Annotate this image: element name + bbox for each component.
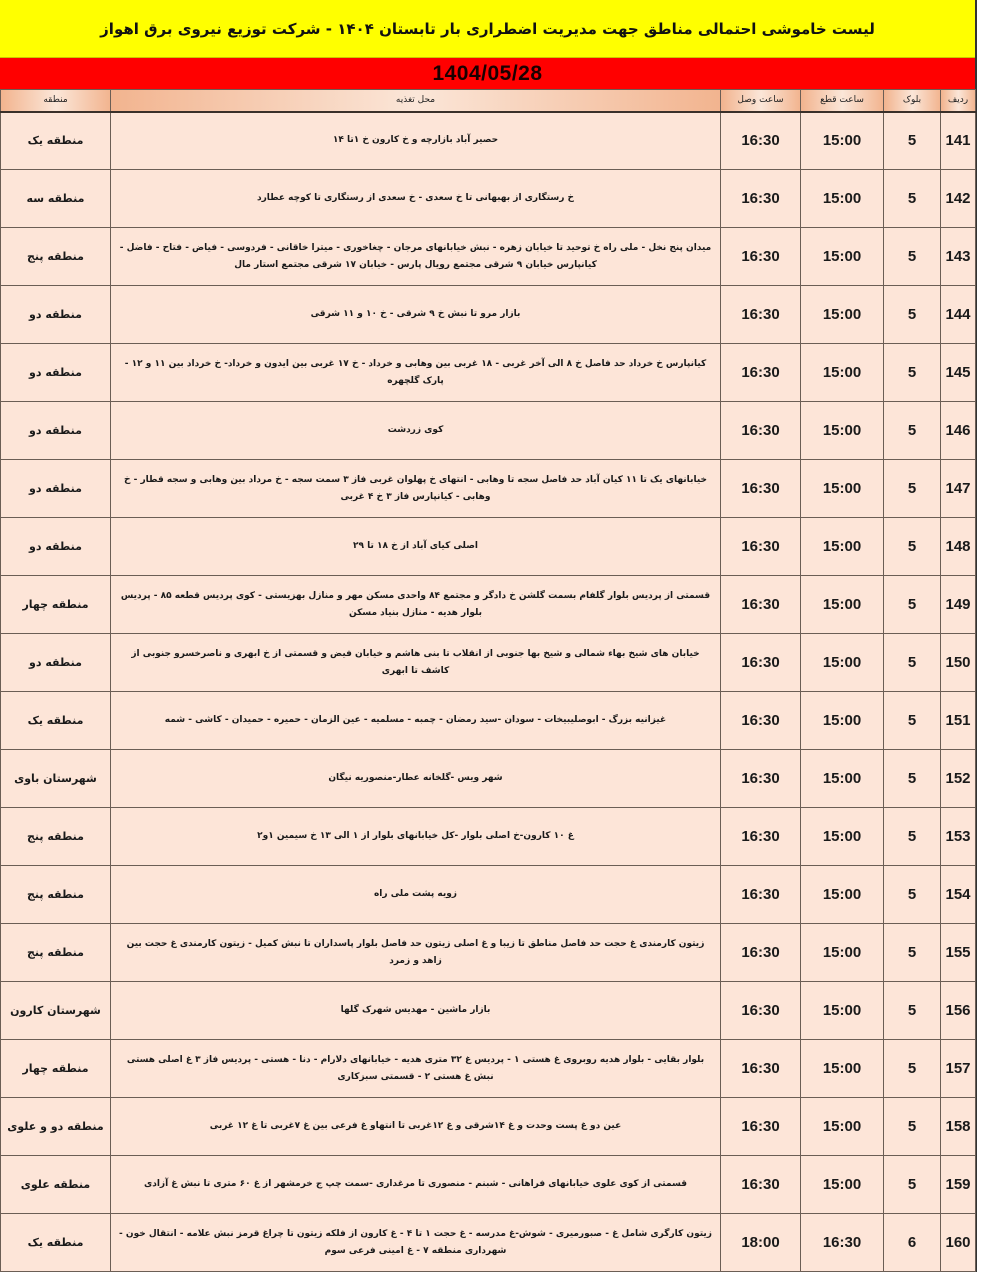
- region-cell: شهرستان باوی: [1, 750, 111, 808]
- cut-time-cell: 15:00: [801, 170, 884, 228]
- feeder-location-cell: بازار مرو تا نبش خ ۹ شرقی - خ ۱۰ و ۱۱ شرقی: [111, 286, 721, 344]
- feeder-location-cell: کوی زردشت: [111, 402, 721, 460]
- row-number-cell: 160: [941, 1214, 976, 1272]
- connect-time-cell: 16:30: [721, 808, 801, 866]
- region-cell: منطقه سه: [1, 170, 111, 228]
- row-number-cell: 154: [941, 866, 976, 924]
- block-cell: 5: [884, 692, 941, 750]
- connect-time-cell: 16:30: [721, 1040, 801, 1098]
- block-cell: 6: [884, 1214, 941, 1272]
- region-cell: منطقه دو: [1, 634, 111, 692]
- row-number-cell: 144: [941, 286, 976, 344]
- table-header-row: [1, 90, 976, 112]
- cut-time-cell: 15:00: [801, 344, 884, 402]
- cut-time-cell: 15:00: [801, 286, 884, 344]
- row-number-cell: 158: [941, 1098, 976, 1156]
- table-row: [1, 866, 976, 924]
- block-cell: 5: [884, 1156, 941, 1214]
- row-number-cell: 153: [941, 808, 976, 866]
- region-cell: منطقه دو: [1, 344, 111, 402]
- table-row: [1, 112, 976, 170]
- feeder-location-cell: بلوار بقایی - بلوار هدیه روبروی غ هستی ۱ - پردیس غ ۳۲ متری هدیه - خیابانهای دلارام - دنا - هستی - پردیس فاز ۳ غ اصلی هستی نبش غ هستی ۲ - قسمتی سبزکاری: [111, 1040, 721, 1098]
- table-row: [1, 982, 976, 1040]
- row-number-cell: 145: [941, 344, 976, 402]
- connect-time-cell: 16:30: [721, 112, 801, 170]
- connect-time-cell: 16:30: [721, 576, 801, 634]
- table-row: [1, 344, 976, 402]
- region-cell: منطقه پنج: [1, 924, 111, 982]
- region-cell: منطقه پنج: [1, 808, 111, 866]
- cut-time-cell: 15:00: [801, 576, 884, 634]
- column-header-feeder-location: محل تغذیه: [111, 90, 721, 112]
- table-row: [1, 170, 976, 228]
- feeder-location-cell: خیابانهای یک تا ۱۱ کیان آباد حد فاصل سجه تا وهابی - انتهای خ پهلوان غربی فاز ۳ سمت سجه - خ مرداد بین وهابی و سجه قطار - خ وهابی - کیانپارس فاز ۳ خ ۴ غربی: [111, 460, 721, 518]
- connect-time-cell: 16:30: [721, 982, 801, 1040]
- region-cell: منطقه دو: [1, 286, 111, 344]
- table-row: [1, 1098, 976, 1156]
- region-cell: منطقه یک: [1, 692, 111, 750]
- connect-time-cell: 18:00: [721, 1214, 801, 1272]
- row-number-cell: 157: [941, 1040, 976, 1098]
- region-cell: منطقه دو: [1, 402, 111, 460]
- connect-time-cell: 16:30: [721, 228, 801, 286]
- row-number-cell: 146: [941, 402, 976, 460]
- feeder-location-cell: خ رستگاری از بهبهانی تا خ سعدی - خ سعدی از رستگاری تا کوچه عطارد: [111, 170, 721, 228]
- feeder-location-cell: حصیر آباد بازارچه و خ کارون خ ۱تا ۱۴: [111, 112, 721, 170]
- outage-table: [0, 89, 976, 1272]
- row-number-cell: 155: [941, 924, 976, 982]
- date-banner: [0, 58, 975, 89]
- row-number-cell: 156: [941, 982, 976, 1040]
- region-cell: شهرستان کارون: [1, 982, 111, 1040]
- connect-time-cell: 16:30: [721, 750, 801, 808]
- row-number-cell: 151: [941, 692, 976, 750]
- connect-time-cell: 16:30: [721, 402, 801, 460]
- block-cell: 5: [884, 1040, 941, 1098]
- block-cell: 5: [884, 518, 941, 576]
- block-cell: 5: [884, 460, 941, 518]
- region-cell: منطقه علوی: [1, 1156, 111, 1214]
- connect-time-cell: 16:30: [721, 518, 801, 576]
- cut-time-cell: 15:00: [801, 1156, 884, 1214]
- cut-time-cell: 15:00: [801, 924, 884, 982]
- region-cell: منطقه دو: [1, 460, 111, 518]
- table-row: [1, 692, 976, 750]
- region-cell: منطقه دو: [1, 518, 111, 576]
- region-cell: منطقه چهار: [1, 1040, 111, 1098]
- row-number-cell: 149: [941, 576, 976, 634]
- cut-time-cell: 15:00: [801, 228, 884, 286]
- connect-time-cell: 16:30: [721, 344, 801, 402]
- region-cell: منطقه چهار: [1, 576, 111, 634]
- connect-time-cell: 16:30: [721, 634, 801, 692]
- block-cell: 5: [884, 112, 941, 170]
- table-row: [1, 808, 976, 866]
- block-cell: 5: [884, 576, 941, 634]
- region-cell: منطقه پنج: [1, 866, 111, 924]
- table-row: [1, 1156, 976, 1214]
- table-row: [1, 1214, 976, 1272]
- region-cell: منطقه دو و علوی: [1, 1098, 111, 1156]
- row-number-cell: 141: [941, 112, 976, 170]
- table-row: [1, 518, 976, 576]
- cut-time-cell: 15:00: [801, 982, 884, 1040]
- cut-time-cell: 15:00: [801, 460, 884, 518]
- table-row: [1, 402, 976, 460]
- cut-time-cell: 15:00: [801, 634, 884, 692]
- column-header-block: بلوک: [884, 90, 941, 112]
- table-row: [1, 228, 976, 286]
- row-number-cell: 159: [941, 1156, 976, 1214]
- cut-time-cell: 15:00: [801, 750, 884, 808]
- cut-time-cell: 15:00: [801, 1040, 884, 1098]
- table-row: [1, 924, 976, 982]
- region-cell: منطقه یک: [1, 1214, 111, 1272]
- cut-time-cell: 15:00: [801, 402, 884, 460]
- feeder-location-cell: بازار ماشین - مهدیس شهرک گلها: [111, 982, 721, 1040]
- connect-time-cell: 16:30: [721, 1098, 801, 1156]
- block-cell: 5: [884, 344, 941, 402]
- block-cell: 5: [884, 924, 941, 982]
- block-cell: 5: [884, 866, 941, 924]
- row-number-cell: 152: [941, 750, 976, 808]
- table-row: [1, 1040, 976, 1098]
- page-title: لیست خاموشی احتمالی مناطق جهت مدیریت اضطراری بار تابستان ۱۴۰۴ - شرکت توزیع نیروی برق اهواز: [100, 19, 875, 38]
- cut-time-cell: 15:00: [801, 692, 884, 750]
- feeder-location-cell: کیانپارس خ خرداد حد فاصل خ ۸ الی آخر غربی - ۱۸ غربی بین وهابی و خرداد - خ ۱۷ غربی بین ایدون و خرداد- خ خرداد بین ۱۱ و ۱۲ - پارک گلچهره: [111, 344, 721, 402]
- row-number-cell: 143: [941, 228, 976, 286]
- feeder-location-cell: قسمتی از پردیس بلوار گلفام بسمت گلشن خ دادگر و مجتمع ۸۴ واحدی مسکن مهر و منازل بهزیستی - کوی پردیس قطعه ۸۵ - پردیس بلوار هدیه - منازل بنیاد مسکن: [111, 576, 721, 634]
- feeder-location-cell: میدان پنج نخل - ملی راه خ توحید تا خیابان زهره - نبش خیابانهای مرجان - چغاخوری - میترا خاقانی - فردوسی - فیاض - فتاح - فاضل - کیانپارس خیابان ۹ شرقی مجتمع رویال پارس - خیابان ۱۷ شرقی مجتمع استار مال: [111, 228, 721, 286]
- connect-time-cell: 16:30: [721, 1156, 801, 1214]
- feeder-location-cell: زیتون کارگری شامل غ - صبورمیری - شوش-غ مدرسه - غ حجت ۱ تا ۴ - غ کارون از فلکه زیتون تا چراغ قرمز نبش علامه - انتقال خون - شهرداری منطقه ۷ - غ امینی فرعی سوم: [111, 1214, 721, 1272]
- connect-time-cell: 16:30: [721, 924, 801, 982]
- connect-time-cell: 16:30: [721, 692, 801, 750]
- row-number-cell: 142: [941, 170, 976, 228]
- connect-time-cell: 16:30: [721, 286, 801, 344]
- block-cell: 5: [884, 750, 941, 808]
- cut-time-cell: 15:00: [801, 518, 884, 576]
- block-cell: 5: [884, 1098, 941, 1156]
- table-row: [1, 634, 976, 692]
- row-number-cell: 150: [941, 634, 976, 692]
- table-row: [1, 750, 976, 808]
- row-number-cell: 148: [941, 518, 976, 576]
- row-number-cell: 147: [941, 460, 976, 518]
- feeder-location-cell: غیزانیه بزرگ - ابوصلیبیخات - سودان -سید رمضان - چمبه - مسلمیه - عین الزمان - حمیره - حمیدان - کاشی - شمه: [111, 692, 721, 750]
- block-cell: 5: [884, 170, 941, 228]
- schedule-date: 1404/05/28: [432, 61, 543, 85]
- feeder-location-cell: شهر ویس -گلخانه عطار-منصوریه نیگان: [111, 750, 721, 808]
- block-cell: 5: [884, 228, 941, 286]
- feeder-location-cell: قسمتی از کوی علوی خیابانهای فراهانی - شبنم - منصوری تا مرغداری -سمت چپ ج خرمشهر از غ ۶۰ متری تا نبش غ آزادی: [111, 1156, 721, 1214]
- region-cell: منطقه یک: [1, 112, 111, 170]
- table-row: [1, 576, 976, 634]
- feeder-location-cell: اصلی کیای آباد از خ ۱۸ تا ۲۹: [111, 518, 721, 576]
- cut-time-cell: 15:00: [801, 808, 884, 866]
- table-row: [1, 460, 976, 518]
- column-header-row-number: ردیف: [941, 90, 976, 112]
- block-cell: 5: [884, 402, 941, 460]
- block-cell: 5: [884, 634, 941, 692]
- cut-time-cell: 15:00: [801, 112, 884, 170]
- cut-time-cell: 16:30: [801, 1214, 884, 1272]
- feeder-location-cell: زیتون کارمندی غ حجت حد فاصل مناطق تا زیبا و غ اصلی زیتون حد فاصل بلوار پاسداران تا نبش کمیل - زیتون کارمندی غ حجت بین زاهد و زمرد: [111, 924, 721, 982]
- feeder-location-cell: زویه پشت ملی راه: [111, 866, 721, 924]
- block-cell: 5: [884, 982, 941, 1040]
- feeder-location-cell: عین دو غ پست وحدت و غ ۱۴شرقی و غ ۱۲غربی تا انتهاو غ فرعی بین غ ۷غربی تا غ ۱۲ غربی: [111, 1098, 721, 1156]
- connect-time-cell: 16:30: [721, 460, 801, 518]
- cut-time-cell: 15:00: [801, 1098, 884, 1156]
- region-cell: منطقه پنج: [1, 228, 111, 286]
- title-banner: [0, 0, 975, 58]
- column-header-connect-time: ساعت وصل: [721, 90, 801, 112]
- connect-time-cell: 16:30: [721, 866, 801, 924]
- column-header-cut-time: ساعت قطع: [801, 90, 884, 112]
- connect-time-cell: 16:30: [721, 170, 801, 228]
- feeder-location-cell: خیابان های شیخ بهاء شمالی و شیخ بها جنوبی از انقلاب تا بنی هاشم و خیابان فیض و قسمتی از خ ابهری و ناصرخسرو جنوبی از کاشف تا ابهری: [111, 634, 721, 692]
- feeder-location-cell: غ ۱۰ کارون-خ اصلی بلوار -کل خیابانهای بلوار از ۱ الی ۱۳ خ سیمین ۱و۲: [111, 808, 721, 866]
- block-cell: 5: [884, 286, 941, 344]
- table-row: [1, 286, 976, 344]
- cut-time-cell: 15:00: [801, 866, 884, 924]
- column-header-region: منطقه: [1, 90, 111, 112]
- block-cell: 5: [884, 808, 941, 866]
